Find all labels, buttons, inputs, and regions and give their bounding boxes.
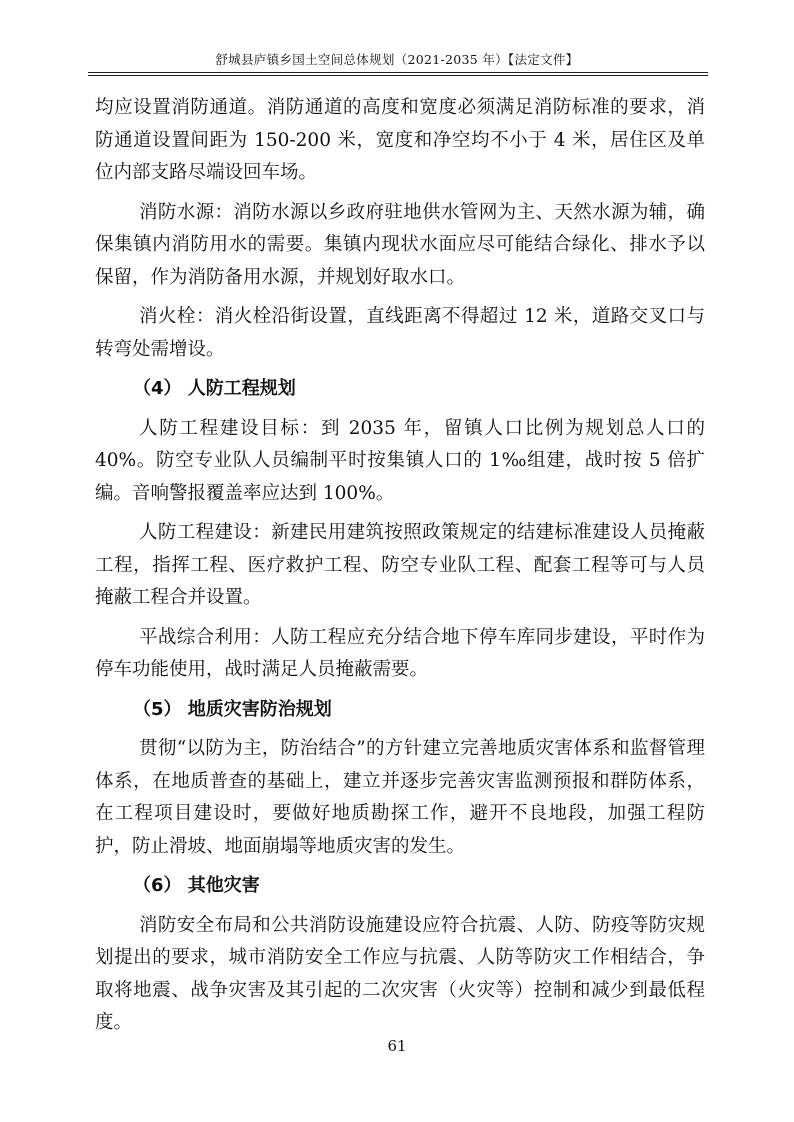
heading-other-disasters: （6） 其他灾害	[133, 875, 260, 896]
header-rule-bottom	[88, 75, 708, 76]
paragraph-geological-hazards: 贯彻“以防为主，防治结合”的方针建立完善地质灾害体系和监督管理体系，在地质普查的基础上，建立并逐步完善灾害监测预报和群防体系，在工程项目建设时，要做好地质勘探工作，避开不良地段，加强工程防护，防止滑坡、地面崩塌等地质灾害的发生。	[95, 738, 705, 857]
page-number: 61	[387, 1037, 407, 1055]
header-rule-top	[88, 72, 708, 73]
heading-civil-defense: （4） 人防工程规划	[133, 378, 296, 399]
paragraph-civil-defense-construction: 人防工程建设：新建民用建筑按照政策规定的结建标准建设人员掩蔽工程，指挥工程、医疗救护工程、防空专业队工程、配套工程等可与人员掩蔽工程合并设置。	[95, 522, 705, 608]
paragraph-other-disasters: 消防安全布局和公共消防设施建设应符合抗震、人防、防疫等防灾规划提出的要求，城市消防安全工作应与抗震、人防等防灾工作相结合，争取将地震、战争灾害及其引起的二次灾害（火灾等）控制和减少到最低程度。	[95, 914, 705, 1033]
heading-geological-hazards: （5） 地质灾害防治规划	[133, 698, 332, 720]
running-header: 舒城县庐镇乡国土空间总体规划（2021-2035 年）【法定文件】	[215, 52, 579, 67]
paragraph-fire-water-source: 消防水源：消防水源以乡政府驻地供水管网为主、天然水源为辅，确保集镇内消防用水的需要。集镇内现状水面应尽可能结合绿化、排水予以保留，作为消防备用水源，并规划好取水口。	[95, 201, 705, 288]
paragraph-civil-defense-goal: 人防工程建设目标：到 2035 年，留镇人口比例为规划总人口的 40%。防空专业队人员编制平时按集镇人口的 1‰组建，战时按 5 倍扩编。音响警报覆盖率应达到 100%。	[95, 417, 705, 504]
paragraph-fire-hydrant: 消火栓：消火栓沿街设置，直线距离不得超过 12 米，道路交叉口与转弯处需增设。	[95, 306, 705, 360]
document-body	[95, 92, 705, 1047]
paragraph-fire-access-continued: 均应设置消防通道。消防通道的高度和宽度必须满足消防标准的要求，消防通道设置间距为 150-200 米，宽度和净空均不小于 4 米，居住区及单位内部支路尽端设回车场。	[95, 97, 705, 183]
paragraph-dual-use: 平战综合利用：人防工程应充分结合地下停车库同步建设，平时作为停车功能使用，战时满足人员掩蔽需要。	[95, 626, 705, 680]
